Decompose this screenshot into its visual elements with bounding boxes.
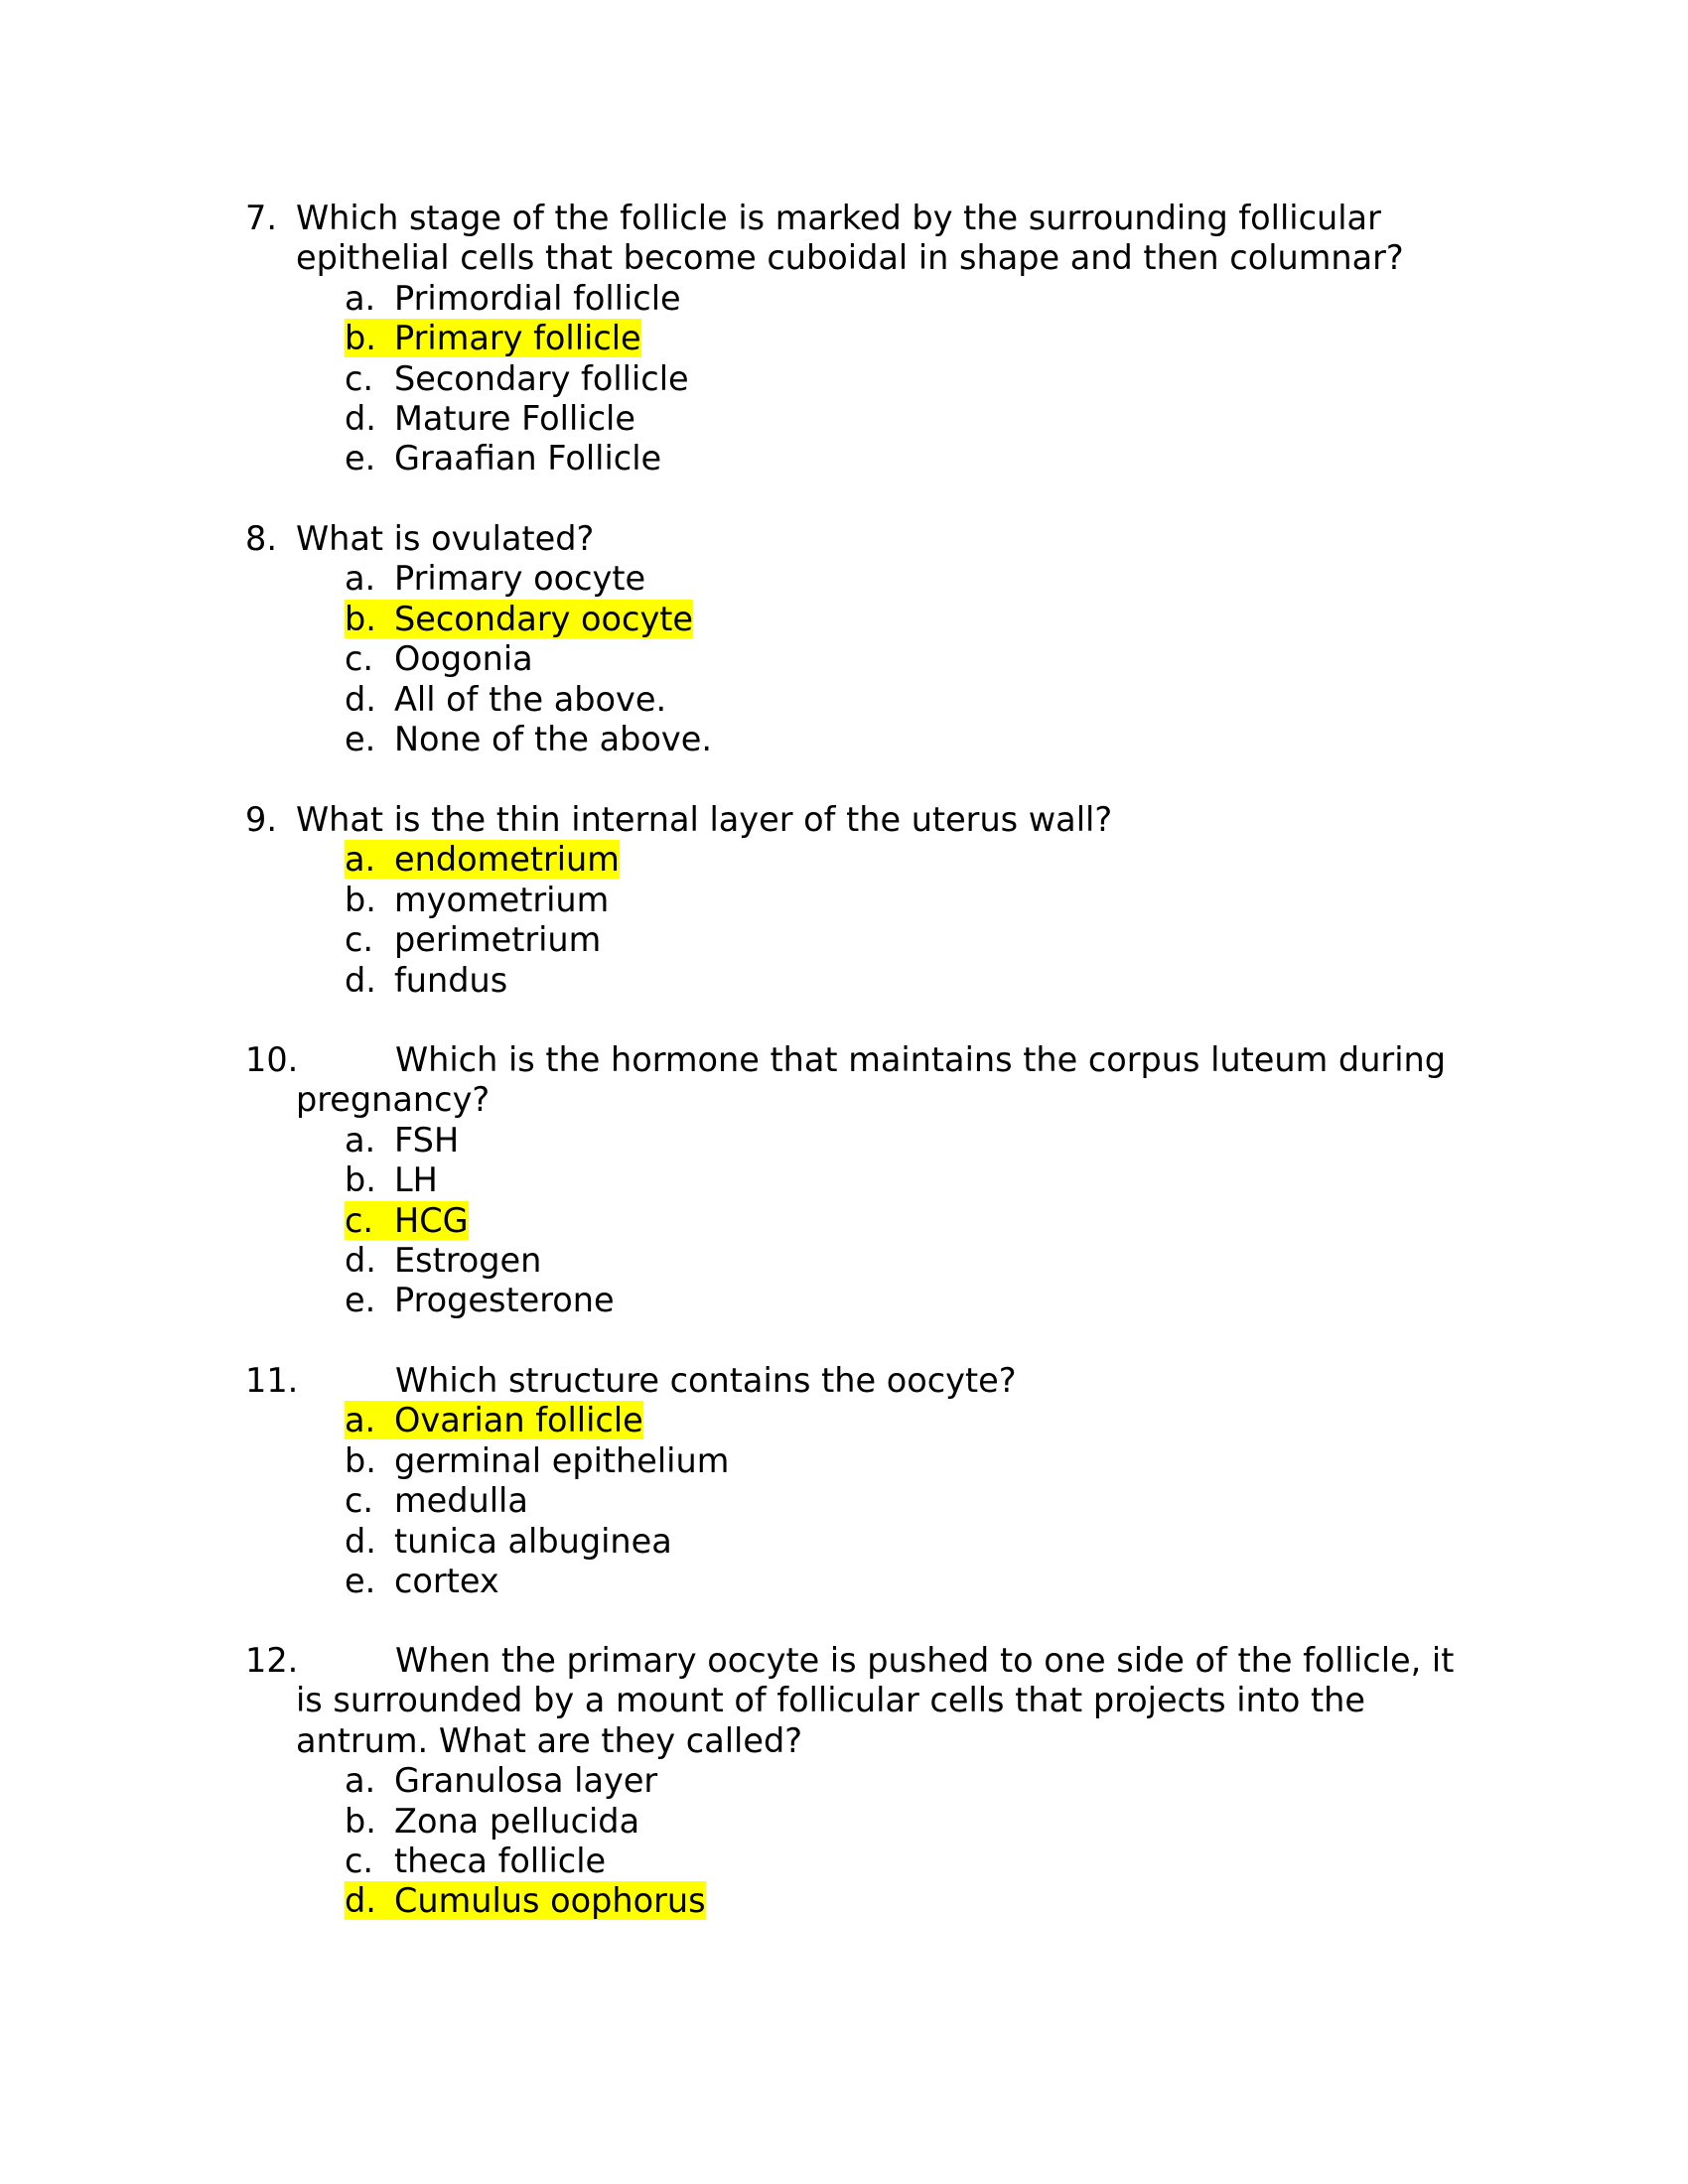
- option-text: Primary follicle: [394, 319, 641, 358]
- option-text: tunica albuginea: [394, 1521, 672, 1561]
- option-text: endometrium: [394, 840, 620, 880]
- option-a: [245, 1121, 1486, 1160]
- option-text: fundus: [394, 960, 508, 1000]
- stem-line: When the primary oocyte is pushed to one side of the follicle, it: [395, 1641, 1455, 1680]
- option-letter: c.: [345, 358, 374, 398]
- option-c: [245, 1201, 1486, 1241]
- question-10: [245, 1040, 1486, 1321]
- stem-line: antrum. What are they called?: [296, 1720, 802, 1760]
- option-d: [245, 1241, 1486, 1281]
- stem-line: What is ovulated?: [296, 519, 595, 558]
- option-text: Estrogen: [394, 1241, 542, 1281]
- question-stem: [245, 1040, 1486, 1121]
- question-number: 12.: [245, 1641, 299, 1680]
- question-number: 7.: [245, 199, 277, 237]
- option-text: cortex: [394, 1562, 499, 1601]
- option-a: [245, 279, 1486, 319]
- option-text: theca follicle: [394, 1842, 607, 1881]
- option-c: [245, 1842, 1486, 1881]
- stem-line: Which structure contains the oocyte?: [395, 1361, 1017, 1400]
- option-c: [245, 1481, 1486, 1521]
- option-text: Secondary follicle: [394, 358, 689, 398]
- option-text: myometrium: [394, 880, 610, 919]
- option-b: [245, 600, 1486, 639]
- option-b: [245, 881, 1486, 920]
- option-letter: c.: [345, 1842, 374, 1881]
- option-letter: c.: [345, 1200, 374, 1240]
- option-text: Graafian Follicle: [394, 439, 662, 478]
- option-text: Primordial follicle: [394, 278, 681, 318]
- option-d: [245, 680, 1486, 720]
- option-text: perimetrium: [394, 920, 602, 960]
- option-text: HCG: [394, 1200, 469, 1240]
- option-text: Mature Follicle: [394, 399, 635, 439]
- option-letter: d.: [345, 1241, 376, 1281]
- option-letter: c.: [345, 639, 374, 679]
- option-letter: b.: [345, 1801, 376, 1841]
- question-12: [245, 1641, 1486, 1922]
- option-letter: c.: [345, 920, 374, 960]
- option-text: Zona pellucida: [394, 1801, 640, 1841]
- option-letter: b.: [345, 880, 376, 919]
- option-letter: a.: [345, 840, 376, 880]
- option-e: [245, 1562, 1486, 1601]
- option-list: [245, 1761, 1486, 1922]
- stem-line: is surrounded by a mount of follicular cells that projects into the: [296, 1681, 1366, 1720]
- option-list: [245, 840, 1486, 1001]
- option-letter: e.: [345, 1281, 376, 1320]
- option-letter: a.: [345, 559, 376, 599]
- option-c: [245, 639, 1486, 679]
- option-letter: d.: [345, 960, 376, 1000]
- option-list: [245, 1121, 1486, 1321]
- option-letter: a.: [345, 1401, 376, 1440]
- option-list: [245, 1401, 1486, 1601]
- option-e: [245, 439, 1486, 478]
- option-text: Primary oocyte: [394, 559, 646, 599]
- question-number: 10.: [245, 1040, 299, 1079]
- stem-line: Which stage of the follicle is marked by the surrounding follicular: [296, 199, 1381, 237]
- option-letter: e.: [345, 720, 376, 759]
- option-letter: a.: [345, 1120, 376, 1160]
- option-text: Ovarian follicle: [394, 1401, 643, 1440]
- question-8: [245, 519, 1486, 759]
- option-text: Cumulus oophorus: [394, 1881, 706, 1921]
- option-b: [245, 1160, 1486, 1200]
- question-stem: [245, 199, 1486, 279]
- option-text: medulla: [394, 1481, 528, 1521]
- option-text: germinal epithelium: [394, 1440, 730, 1480]
- option-text: None of the above.: [394, 720, 712, 759]
- question-stem: [245, 1361, 1486, 1401]
- option-b: [245, 319, 1486, 358]
- option-a: [245, 1761, 1486, 1801]
- option-a: [245, 1401, 1486, 1440]
- question-7: [245, 199, 1486, 479]
- option-a: [245, 559, 1486, 599]
- option-text: FSH: [394, 1120, 460, 1160]
- option-text: Oogonia: [394, 639, 533, 679]
- question-number: 11.: [245, 1361, 299, 1400]
- question-11: [245, 1361, 1486, 1601]
- option-b: [245, 1441, 1486, 1481]
- option-list: [245, 279, 1486, 479]
- option-letter: d.: [345, 679, 376, 719]
- option-e: [245, 1281, 1486, 1320]
- option-text: Progesterone: [394, 1281, 615, 1320]
- option-letter: e.: [345, 1562, 376, 1601]
- option-letter: d.: [345, 1881, 376, 1921]
- question-stem: [245, 1641, 1486, 1761]
- question-number: 8.: [245, 519, 277, 558]
- option-letter: b.: [345, 1160, 376, 1200]
- option-letter: c.: [345, 1481, 374, 1521]
- option-letter: a.: [345, 1761, 376, 1801]
- option-letter: a.: [345, 278, 376, 318]
- stem-line: epithelial cells that become cuboidal in shape and then columnar?: [296, 238, 1404, 278]
- option-a: [245, 840, 1486, 880]
- option-letter: d.: [345, 1521, 376, 1561]
- stem-line: What is the thin internal layer of the uterus wall?: [296, 800, 1113, 839]
- option-text: All of the above.: [394, 679, 667, 719]
- stem-line: pregnancy?: [296, 1080, 491, 1120]
- stem-line: Which is the hormone that maintains the corpus luteum during: [395, 1040, 1446, 1079]
- question-9: [245, 800, 1486, 1001]
- option-c: [245, 359, 1486, 399]
- option-d: [245, 961, 1486, 1001]
- option-b: [245, 1802, 1486, 1842]
- option-letter: b.: [345, 599, 376, 638]
- option-d: [245, 1881, 1486, 1921]
- option-letter: b.: [345, 319, 376, 358]
- option-letter: d.: [345, 399, 376, 439]
- option-c: [245, 920, 1486, 960]
- option-d: [245, 399, 1486, 439]
- option-text: Granulosa layer: [394, 1761, 658, 1801]
- option-e: [245, 720, 1486, 759]
- question-number: 9.: [245, 800, 277, 839]
- option-text: Secondary oocyte: [394, 599, 694, 638]
- question-stem: [245, 519, 1486, 559]
- option-list: [245, 559, 1486, 759]
- option-letter: e.: [345, 439, 376, 478]
- option-d: [245, 1522, 1486, 1562]
- option-text: LH: [394, 1160, 438, 1200]
- question-stem: [245, 800, 1486, 840]
- option-letter: b.: [345, 1440, 376, 1480]
